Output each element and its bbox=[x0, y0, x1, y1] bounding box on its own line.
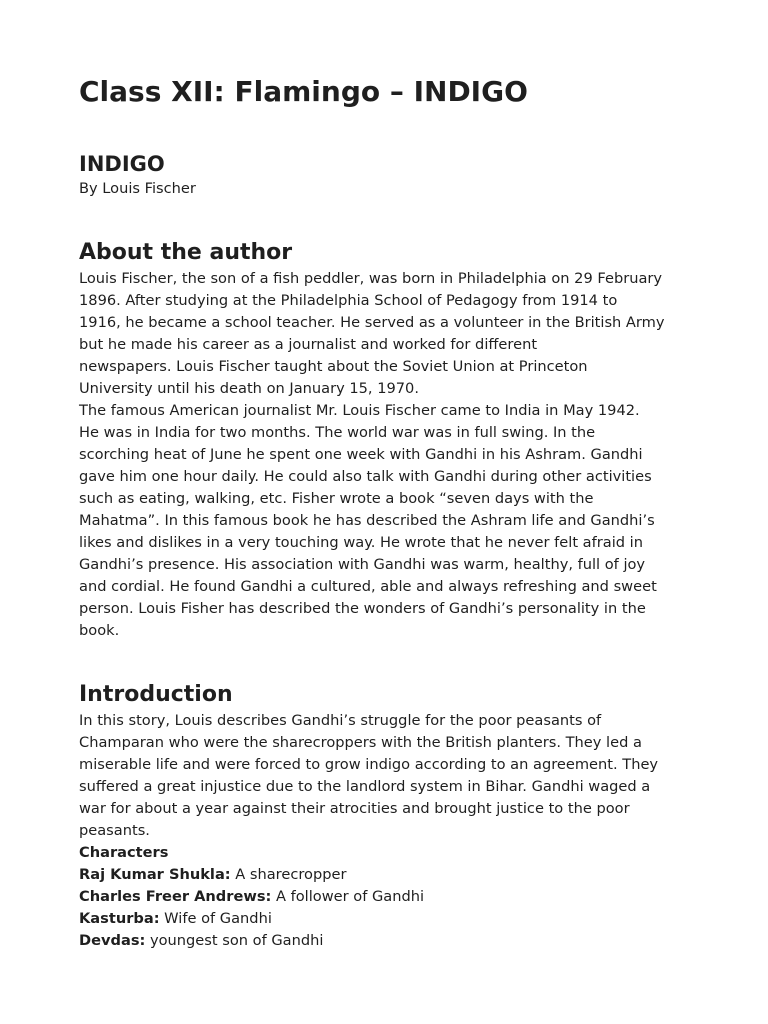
author-byline: By Louis Fischer bbox=[79, 180, 196, 197]
paragraph-line: suffered a great injustice due to the landlord system in Bihar. Gandhi waged a bbox=[79, 778, 651, 795]
character-item bbox=[79, 908, 699, 930]
paragraph-line: newspapers. Louis Fischer taught about the Soviet Union at Princeton bbox=[79, 358, 588, 375]
about-author-paragraph-2 bbox=[79, 400, 699, 642]
about-author-heading: About the author bbox=[79, 240, 293, 265]
character-item bbox=[79, 864, 699, 886]
paragraph-line: 1916, he became a school teacher. He served as a volunteer in the British Army bbox=[79, 314, 665, 331]
paragraph-line: scorching heat of June he spent one week with Gandhi in his Ashram. Gandhi bbox=[79, 446, 643, 463]
document-page bbox=[79, 72, 699, 952]
about-author-paragraph-1 bbox=[79, 268, 699, 400]
paragraph-line: war for about a year against their atrocities and brought justice to the poor bbox=[79, 800, 630, 817]
paragraph-line: but he made his career as a journalist and worked for different bbox=[79, 336, 538, 353]
characters-heading: Characters bbox=[79, 844, 169, 861]
paragraph-line: Mahatma”. In this famous book he has described the Ashram life and Gandhi’s bbox=[79, 512, 655, 529]
paragraph-line: Champaran who were the sharecroppers with the British planters. They led a bbox=[79, 734, 642, 751]
characters-list bbox=[79, 864, 699, 952]
paragraph-line: gave him one hour daily. He could also talk with Gandhi during other activities bbox=[79, 468, 652, 485]
paragraph-line: He was in India for two months. The world war was in full swing. In the bbox=[79, 424, 596, 441]
paragraph-line: peasants. bbox=[79, 822, 150, 839]
paragraph-line: University until his death on January 15, 1970. bbox=[79, 380, 419, 397]
paragraph-line: such as eating, walking, etc. Fisher wrote a book “seven days with the bbox=[79, 490, 594, 507]
paragraph-line: Gandhi’s presence. His association with Gandhi was warm, healthy, full of joy bbox=[79, 556, 646, 573]
character-description: Wife of Gandhi bbox=[159, 910, 272, 927]
character-item bbox=[79, 930, 699, 952]
paragraph-line: Louis Fischer, the son of a fish peddler, was born in Philadelphia on 29 February bbox=[79, 270, 663, 287]
story-title: INDIGO bbox=[79, 152, 165, 176]
paragraph-line: likes and dislikes in a very touching way. He wrote that he never felt afraid in bbox=[79, 534, 643, 551]
paragraph-line: In this story, Louis describes Gandhi’s struggle for the poor peasants of bbox=[79, 712, 602, 729]
character-name: Charles Freer Andrews: bbox=[79, 888, 272, 905]
paragraph-line: 1896. After studying at the Philadelphia School of Pedagogy from 1914 to bbox=[79, 292, 618, 309]
paragraph-line: The famous American journalist Mr. Louis Fischer came to India in May 1942. bbox=[79, 402, 640, 419]
paragraph-line: miserable life and were forced to grow indigo according to an agreement. They bbox=[79, 756, 659, 773]
character-name: Kasturba: bbox=[79, 910, 160, 927]
character-name: Raj Kumar Shukla: bbox=[79, 866, 231, 883]
character-description: youngest son of Gandhi bbox=[145, 932, 324, 949]
paragraph-line: book. bbox=[79, 622, 120, 639]
character-description: A follower of Gandhi bbox=[271, 888, 425, 905]
introduction-paragraph bbox=[79, 710, 699, 842]
introduction-heading: Introduction bbox=[79, 682, 233, 707]
character-name: Devdas: bbox=[79, 932, 146, 949]
character-item bbox=[79, 886, 699, 908]
paragraph-line: and cordial. He found Gandhi a cultured, able and always refreshing and sweet bbox=[79, 578, 657, 595]
character-description: A sharecropper bbox=[230, 866, 347, 883]
paragraph-line: person. Louis Fisher has described the wonders of Gandhi’s personality in the bbox=[79, 600, 646, 617]
document-title: Class XII: Flamingo – INDIGO bbox=[79, 75, 528, 108]
